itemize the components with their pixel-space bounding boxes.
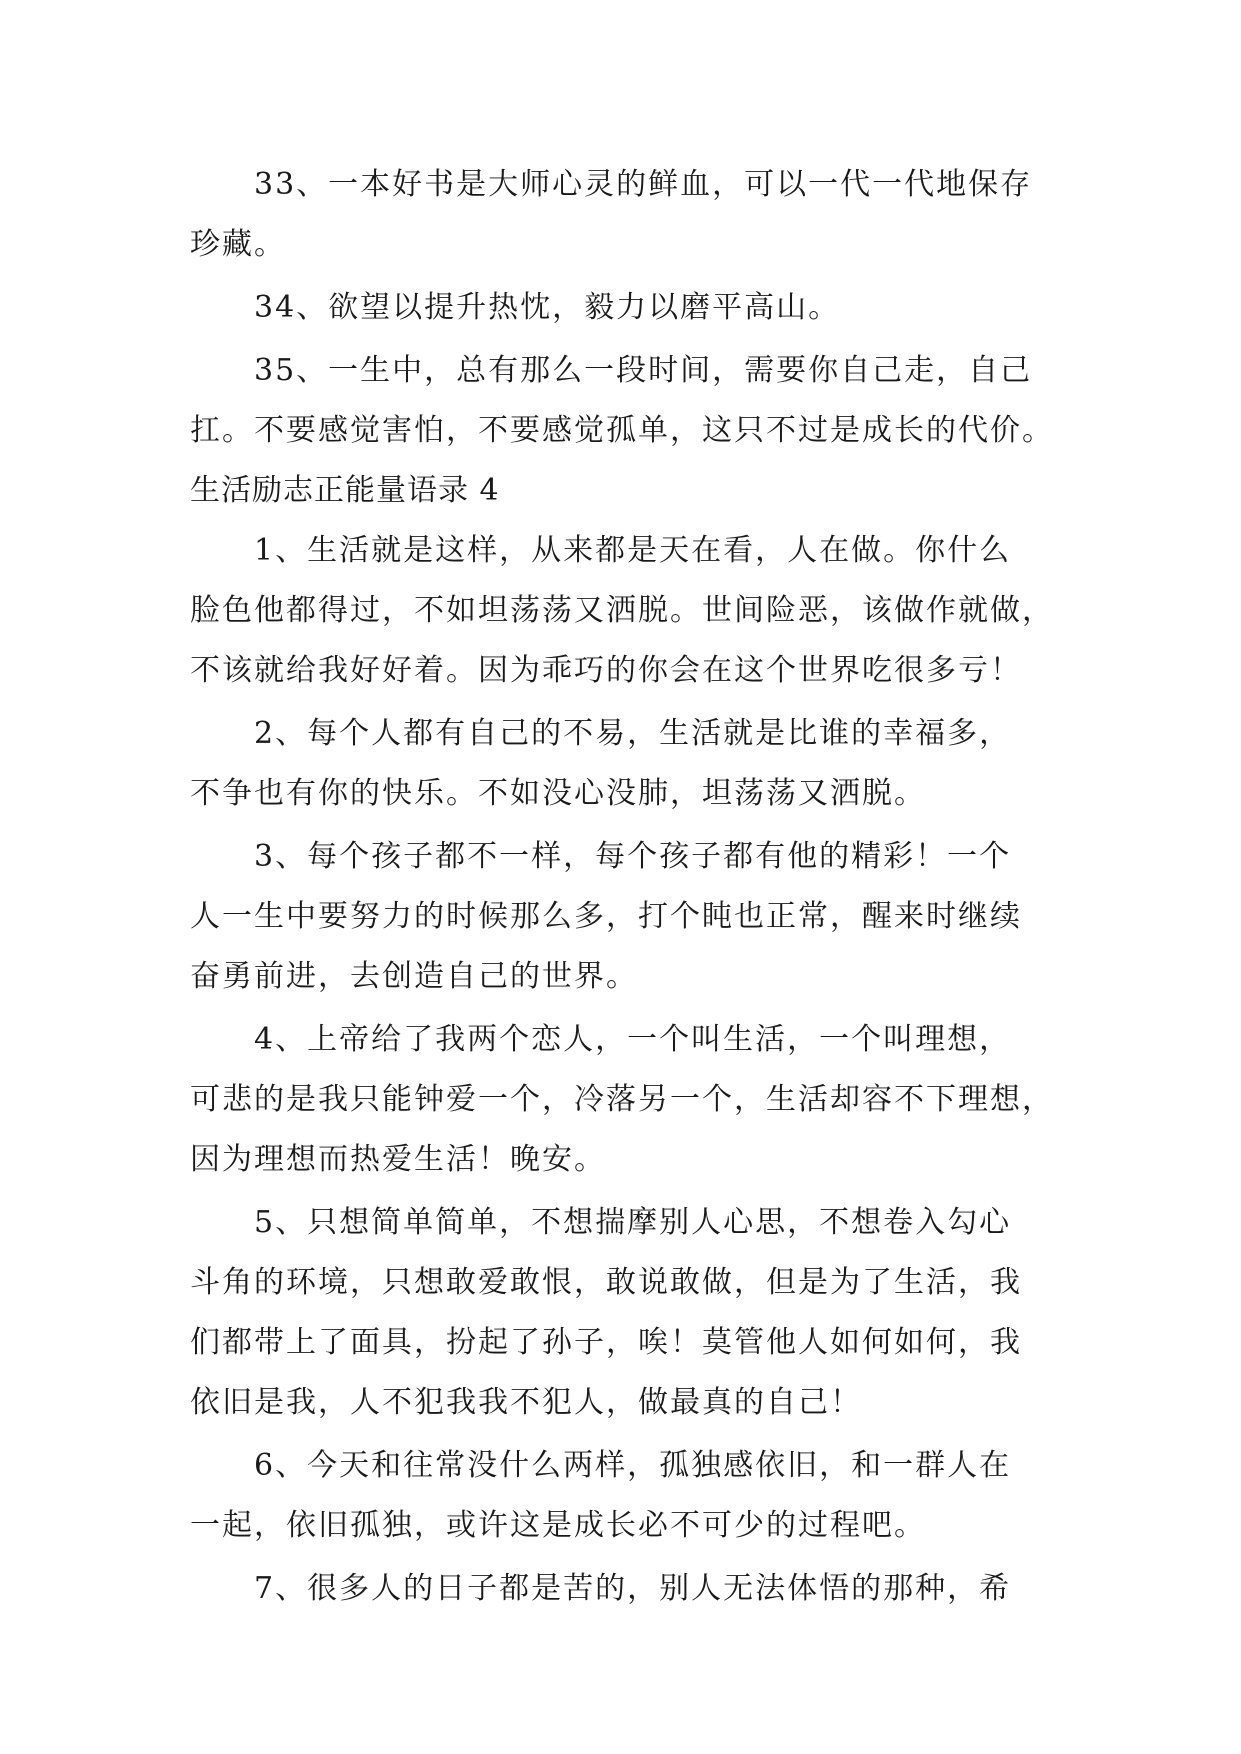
document-body — [190, 155, 1060, 1619]
paragraph-line: 35、一生中，总有那么一段时间，需要你自己走，自己 — [254, 353, 1033, 388]
quote-item-7 — [190, 1559, 1060, 1619]
paragraph-line: 人一生中要努力的时候那么多，打个盹也正常，醒来时继续 — [190, 899, 1022, 934]
paragraph-line: 一起，依旧孤独，或许这是成长必不可少的过程吧。 — [190, 1508, 926, 1543]
quote-item-1 — [190, 521, 1060, 701]
paragraph-line: 5、只想简单简单，不想揣摩别人心思，不想卷入勾心 — [254, 1205, 1012, 1240]
paragraph-line: 7、很多人的日子都是苦的，别人无法体悟的那种，希 — [254, 1571, 1012, 1606]
paragraph-line: 斗角的环境，只想敢爱敢恨，敢说敢做，但是为了生活，我 — [190, 1265, 1022, 1300]
paragraph-35 — [190, 341, 1060, 461]
section-heading: 生活励志正能量语录 4 — [190, 473, 500, 508]
paragraph-line: 34、欲望以提升热忱，毅力以磨平高山。 — [254, 290, 841, 325]
paragraph-line: 不争也有你的快乐。不如没心没肺，坦荡荡又洒脱。 — [190, 776, 926, 811]
quote-item-2 — [190, 704, 1060, 824]
paragraph-line: 不该就给我好好着。因为乖巧的你会在这个世界吃很多亏！ — [190, 653, 1022, 688]
paragraph-line: 3、每个孩子都不一样，每个孩子都有他的精彩！一个 — [254, 839, 1012, 874]
paragraph-line: 6、今天和往常没什么两样，孤独感依旧，和一群人在 — [254, 1448, 1012, 1483]
paragraph-line: 脸色他都得过，不如坦荡荡又洒脱。世间险恶，该做作就做， — [190, 593, 1054, 628]
quote-item-4 — [190, 1010, 1060, 1190]
paragraph-line: 扛。不要感觉害怕，不要感觉孤单，这只不过是成长的代价。 — [190, 413, 1054, 448]
quote-item-5 — [190, 1193, 1060, 1433]
paragraph-line: 2、每个人都有自己的不易，生活就是比谁的幸福多， — [254, 716, 1012, 751]
paragraph-line: 们都带上了面具，扮起了孙子，唉！莫管他人如何如何，我 — [190, 1325, 1022, 1360]
paragraph-line: 可悲的是我只能钟爱一个，冷落另一个，生活却容不下理想， — [190, 1082, 1054, 1117]
paragraph-33 — [190, 155, 1060, 275]
paragraph-line: 依旧是我，人不犯我我不犯人，做最真的自己！ — [190, 1385, 862, 1420]
quote-item-3 — [190, 827, 1060, 1007]
paragraph-34 — [190, 278, 1060, 338]
paragraph-line: 因为理想而热爱生活！晚安。 — [190, 1142, 606, 1177]
paragraph-line: 奋勇前进，去创造自己的世界。 — [190, 959, 638, 994]
paragraph-line: 4、上帝给了我两个恋人，一个叫生活，一个叫理想， — [254, 1022, 1012, 1057]
paragraph-line: 33、一本好书是大师心灵的鲜血，可以一代一代地保存 — [254, 167, 1033, 202]
paragraph-line: 1、生活就是这样，从来都是天在看，人在做。你什么 — [254, 533, 1012, 568]
quote-item-6 — [190, 1436, 1060, 1556]
paragraph-line: 珍藏。 — [190, 227, 286, 262]
